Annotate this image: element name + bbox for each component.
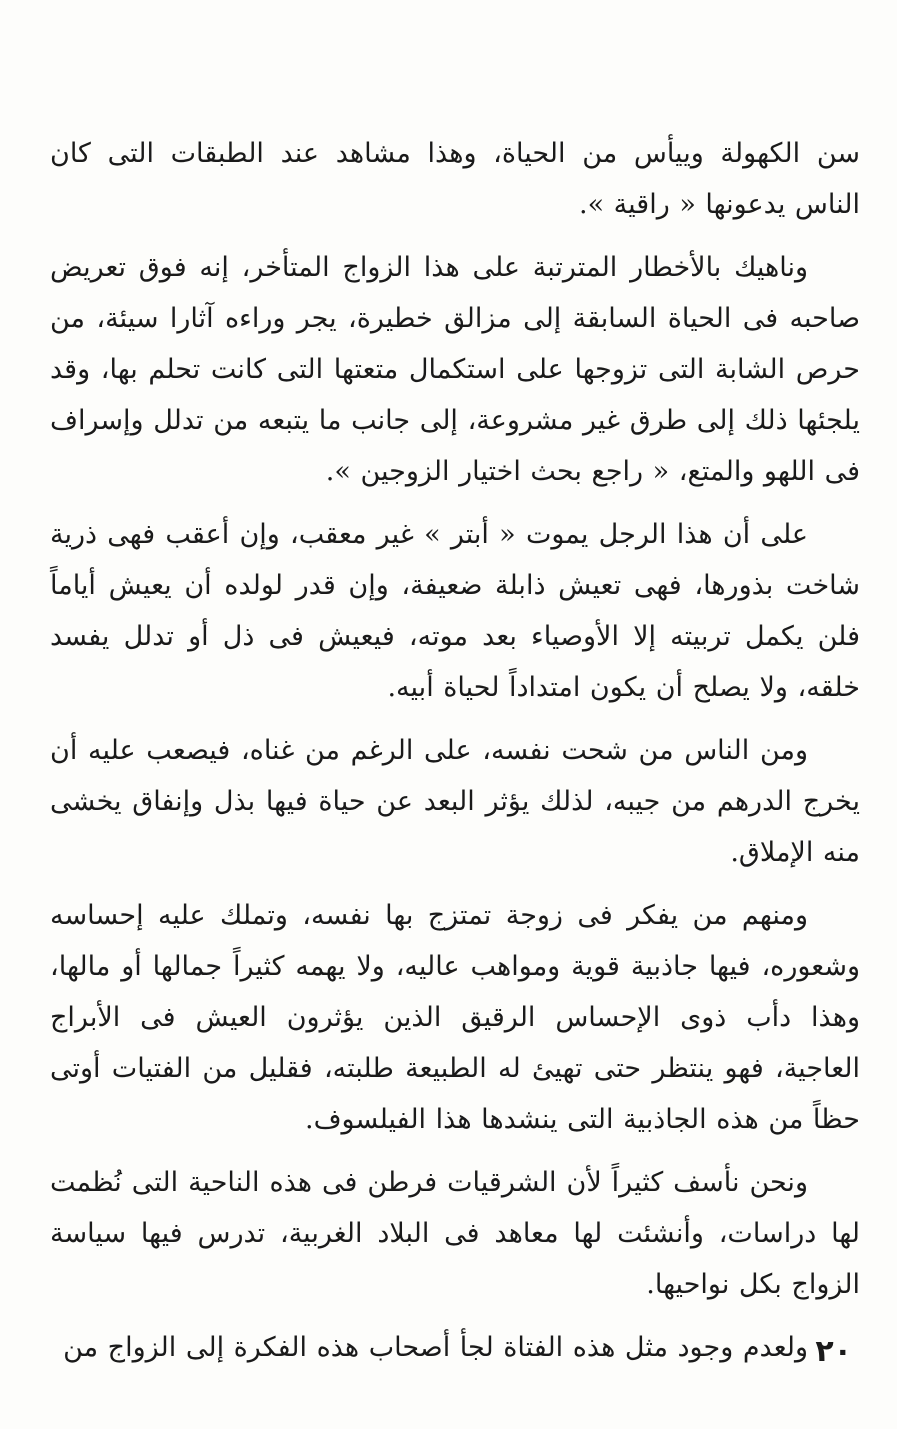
paragraph-6: ونحن نأسف كثيراً لأن الشرقيات فرطن فى هذه الناحية التى نُظمت لها دراسات، وأنشئت لها معاهد فى البلاد الغربية، تدرس فيها سياسة الزواج بكل نواحيها. bbox=[50, 1167, 860, 1300]
paragraph-4: ومن الناس من شحت نفسه، على الرغم من غناه، فيصعب عليه أن يخرج الدرهم من جيبه، لذلك يؤثر البعد عن حياة فيها بذل وإنفاق يخشى منه الإملاق. bbox=[50, 735, 860, 868]
paragraph-5: ومنهم من يفكر فى زوجة تمتزج بها نفسه، وتملك عليه إحساسه وشعوره، فيها جاذبية قوية ومواهب عاليه، ولا يهمه كثيراً جمالها أو مالها، وهذا دأب ذوى الإحساس الرقيق الذين يؤثرون العيش فى الأبراج العاجية، فهو ينتظر حتى تهيئ له الطبيعة طلبته، فقليل من الفتيات أوتى حظاً من هذه الجاذبية التى ينشدها هذا الفيلسوف. bbox=[50, 900, 860, 1135]
paragraph-1: سن الكهولة وييأس من الحياة، وهذا مشاهد عند الطبقات التى كان الناس يدعونها « راقية ». bbox=[50, 138, 860, 220]
page-number: ٢٠ bbox=[815, 1334, 852, 1369]
paragraph-3: على أن هذا الرجل يموت « أبتر » غير معقب، وإن أعقب فهى ذرية شاخت بذورها، فهى تعيش ذابلة ضعيفة، وإن قدر لولده أن يعيش أياماً فلن يكمل تربيته إلا الأوصياء بعد موته، فيعيش فى ذل أو تدلل يفسد خلقه، ولا يصلح أن يكون امتداداً لحياة أبيه. bbox=[50, 519, 860, 703]
paragraph-2: وناهيك بالأخطار المترتبة على هذا الزواج المتأخر، إنه فوق تعريض صاحبه فى الحياة السابقة إلى مزالق خطيرة، يجر وراءه آثارا سيئة، من حرص الشابة التى تزوجها على استكمال متعتها التى كانت تحلم بها، وقد يلجئها ذلك إلى طرق غير مشروعة، إلى جانب ما يتبعه من تدلل وإسراف فى اللهو والمتع، « راجع بحث اختيار الزوجين ». bbox=[50, 252, 860, 487]
body-text bbox=[50, 128, 860, 1385]
paragraph-7: ولعدم وجود مثل هذه الفتاة لجأ أصحاب هذه الفكرة إلى الزواج من bbox=[63, 1332, 808, 1363]
